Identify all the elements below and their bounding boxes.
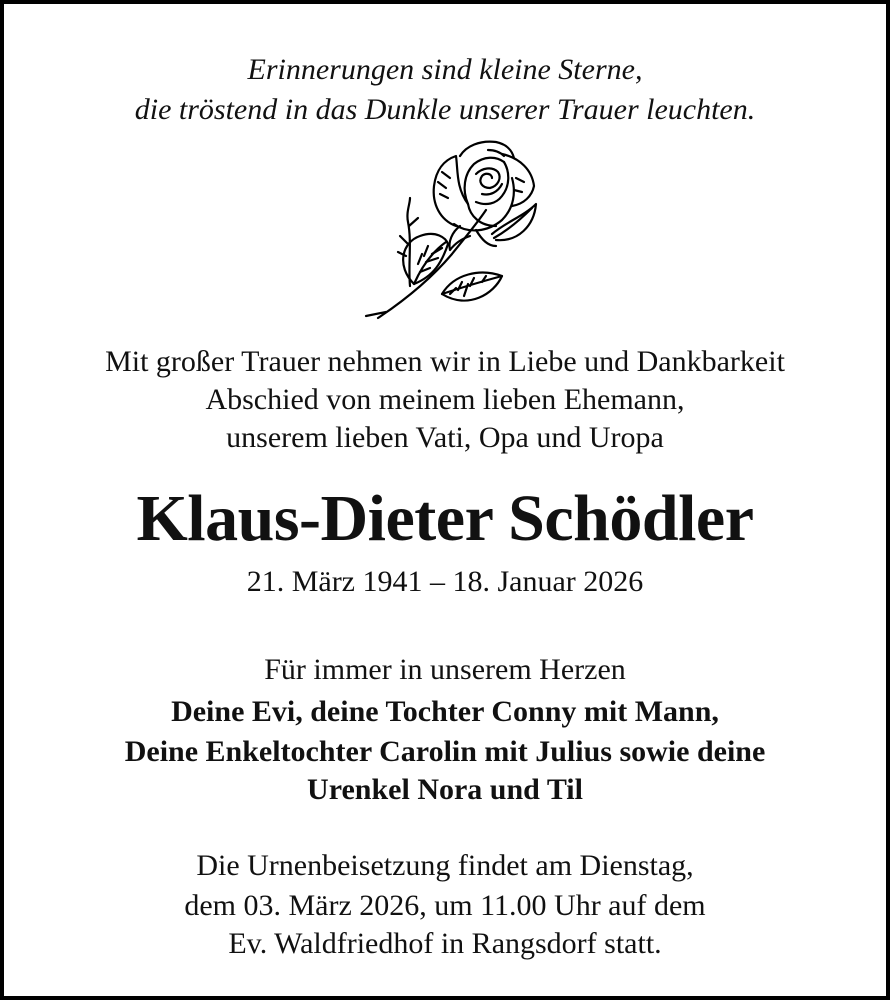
funeral-line-3: Ev. Waldfriedhof in Rangsdorf statt. <box>228 927 662 960</box>
intro-line-2: Abschied von meinem lieben Ehemann, <box>205 383 685 416</box>
quote-line-1: Erinnerungen sind kleine Sterne, <box>247 53 643 86</box>
quote-line-2: die tröstend in das Dunkle unserer Trauer leuchten. <box>134 93 756 126</box>
life-dates: 21. März 1941 – 18. Januar 2026 <box>246 565 644 598</box>
funeral-line-2: dem 03. März 2026, um 11.00 Uhr auf dem <box>184 889 706 922</box>
rose-icon <box>356 134 544 326</box>
intro-line-1: Mit großer Trauer nehmen wir in Liebe und Dankbarkeit <box>105 345 785 378</box>
funeral-line-1: Die Urnenbeisetzung findet am Dienstag, <box>196 849 694 882</box>
family-intro: Für immer in unserem Herzen <box>264 653 626 686</box>
family-line-3: Urenkel Nora und Til <box>307 773 583 806</box>
family-line-1: Deine Evi, deine Tochter Conny mit Mann, <box>171 695 719 728</box>
deceased-name: Klaus-Dieter Schödler <box>136 482 754 555</box>
intro-line-3: unserem lieben Vati, Opa und Uropa <box>226 421 664 454</box>
family-line-2: Deine Enkeltochter Carolin mit Julius sowie deine <box>124 735 766 768</box>
